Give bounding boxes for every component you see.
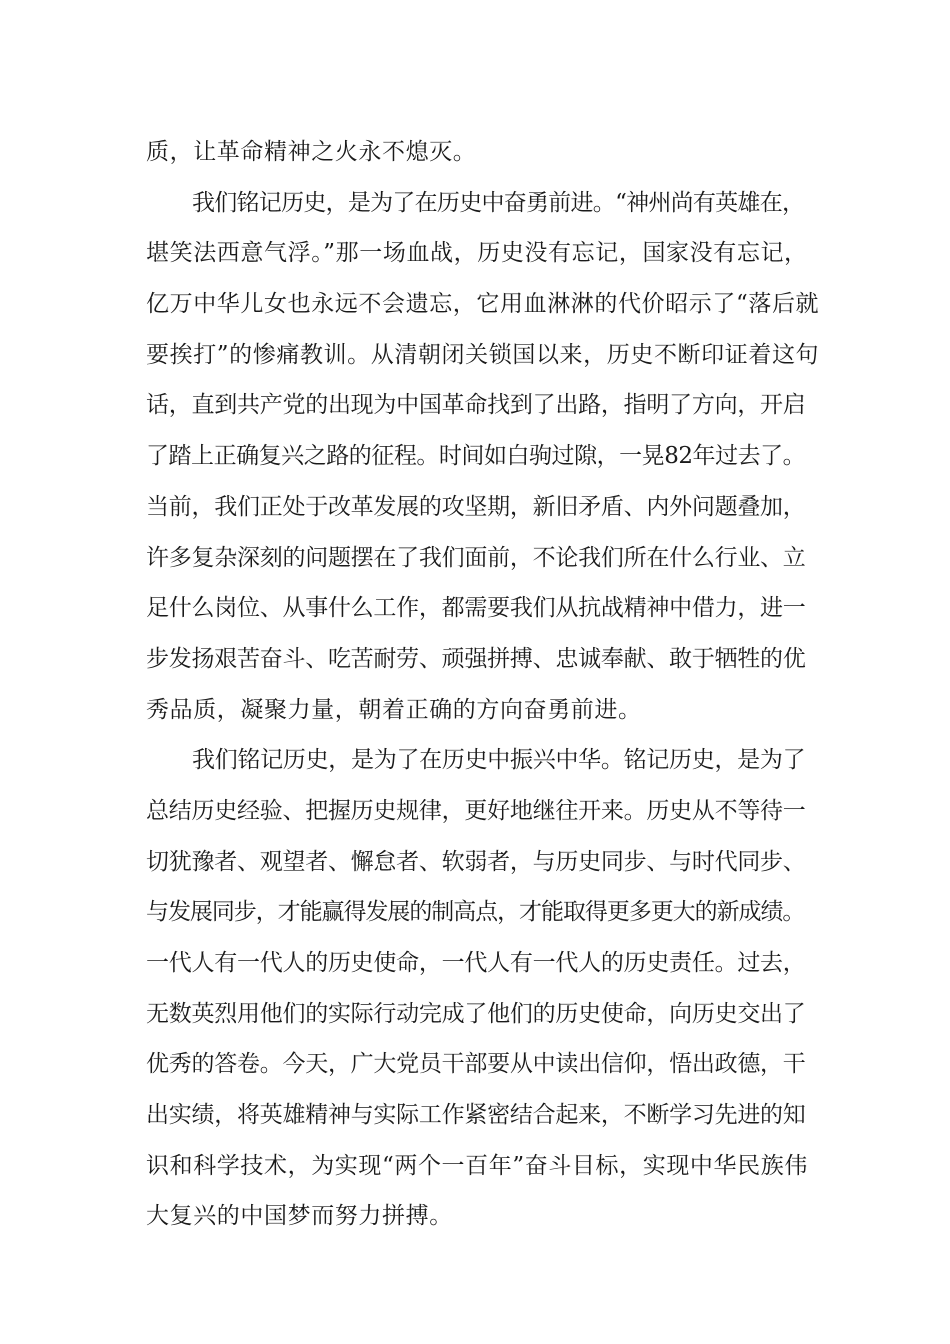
text-line: 步发扬艰苦奋斗、吃苦耐劳、顽强拼搏、忠诚奉献、敢于牺牲的优 (146, 645, 806, 672)
text-line: 无数英烈用他们的实际行动完成了他们的历史使命，向历史交出了 (146, 1000, 806, 1027)
document-body (146, 127, 826, 1242)
text-line: 当前，我们正处于改革发展的攻坚期，新旧矛盾、内外问题叠加， (146, 493, 806, 520)
text-line: 优秀的答卷。今天，广大党员干部要从中读出信仰，悟出政德，干 (146, 1051, 806, 1078)
text-line: 质，让革命精神之火永不熄灭。 (146, 139, 477, 165)
text-line: 总结历史经验、把握历史规律，更好地继往开来。历史从不等待一 (146, 797, 806, 824)
text-line: 话，直到共产党的出现为中国革命找到了出路，指明了方向，开启 (146, 392, 806, 419)
text-line: 足什么岗位、从事什么工作，都需要我们从抗战精神中借力，进一 (146, 595, 806, 622)
text-line: 出实绩，将英雄精神与实际工作紧密结合起来，不断学习先进的知 (146, 1102, 806, 1129)
text-line: 了踏上正确复兴之路的征程。时间如白驹过隙，一晃82年过去了。 (146, 443, 806, 470)
text-line: 秀品质，凝聚力量，朝着正确的方向奋勇前进。 (146, 696, 642, 723)
text-line: 大复兴的中国梦而努力拼搏。 (146, 1203, 453, 1230)
text-line: 一代人有一代人的历史使命，一代人有一代人的历史责任。过去， (146, 950, 806, 976)
text-line: 切犹豫者、观望者、懈怠者、软弱者，与历史同步、与时代同步、 (146, 848, 806, 875)
text-line: 识和科学技术，为实现“两个一百年”奋斗目标，实现中华民族伟 (146, 1152, 808, 1179)
paragraph (146, 127, 826, 178)
paragraph (146, 735, 826, 1242)
paragraph (146, 178, 826, 736)
text-line: 与发展同步，才能赢得发展的制高点，才能取得更多更大的新成绩。 (146, 899, 805, 926)
text-line: 要挨打”的惨痛教训。从清朝闭关锁国以来，历史不断印证着这句 (146, 341, 820, 368)
text-line: 堪笑法西意气浮。”那一场血战，历史没有忘记，国家没有忘记， (146, 240, 808, 267)
text-line: 许多复杂深刻的问题摆在了我们面前，不论我们所在什么行业、立 (146, 544, 806, 571)
text-line: 我们铭记历史，是为了在历史中振兴中华。铭记历史，是为了 (192, 747, 806, 774)
text-line: 亿万中华儿女也永远不会遗忘，它用血淋淋的代价昭示了“落后就 (146, 291, 820, 318)
text-line: 我们铭记历史，是为了在历史中奋勇前进。“神州尚有英雄在， (192, 189, 805, 216)
